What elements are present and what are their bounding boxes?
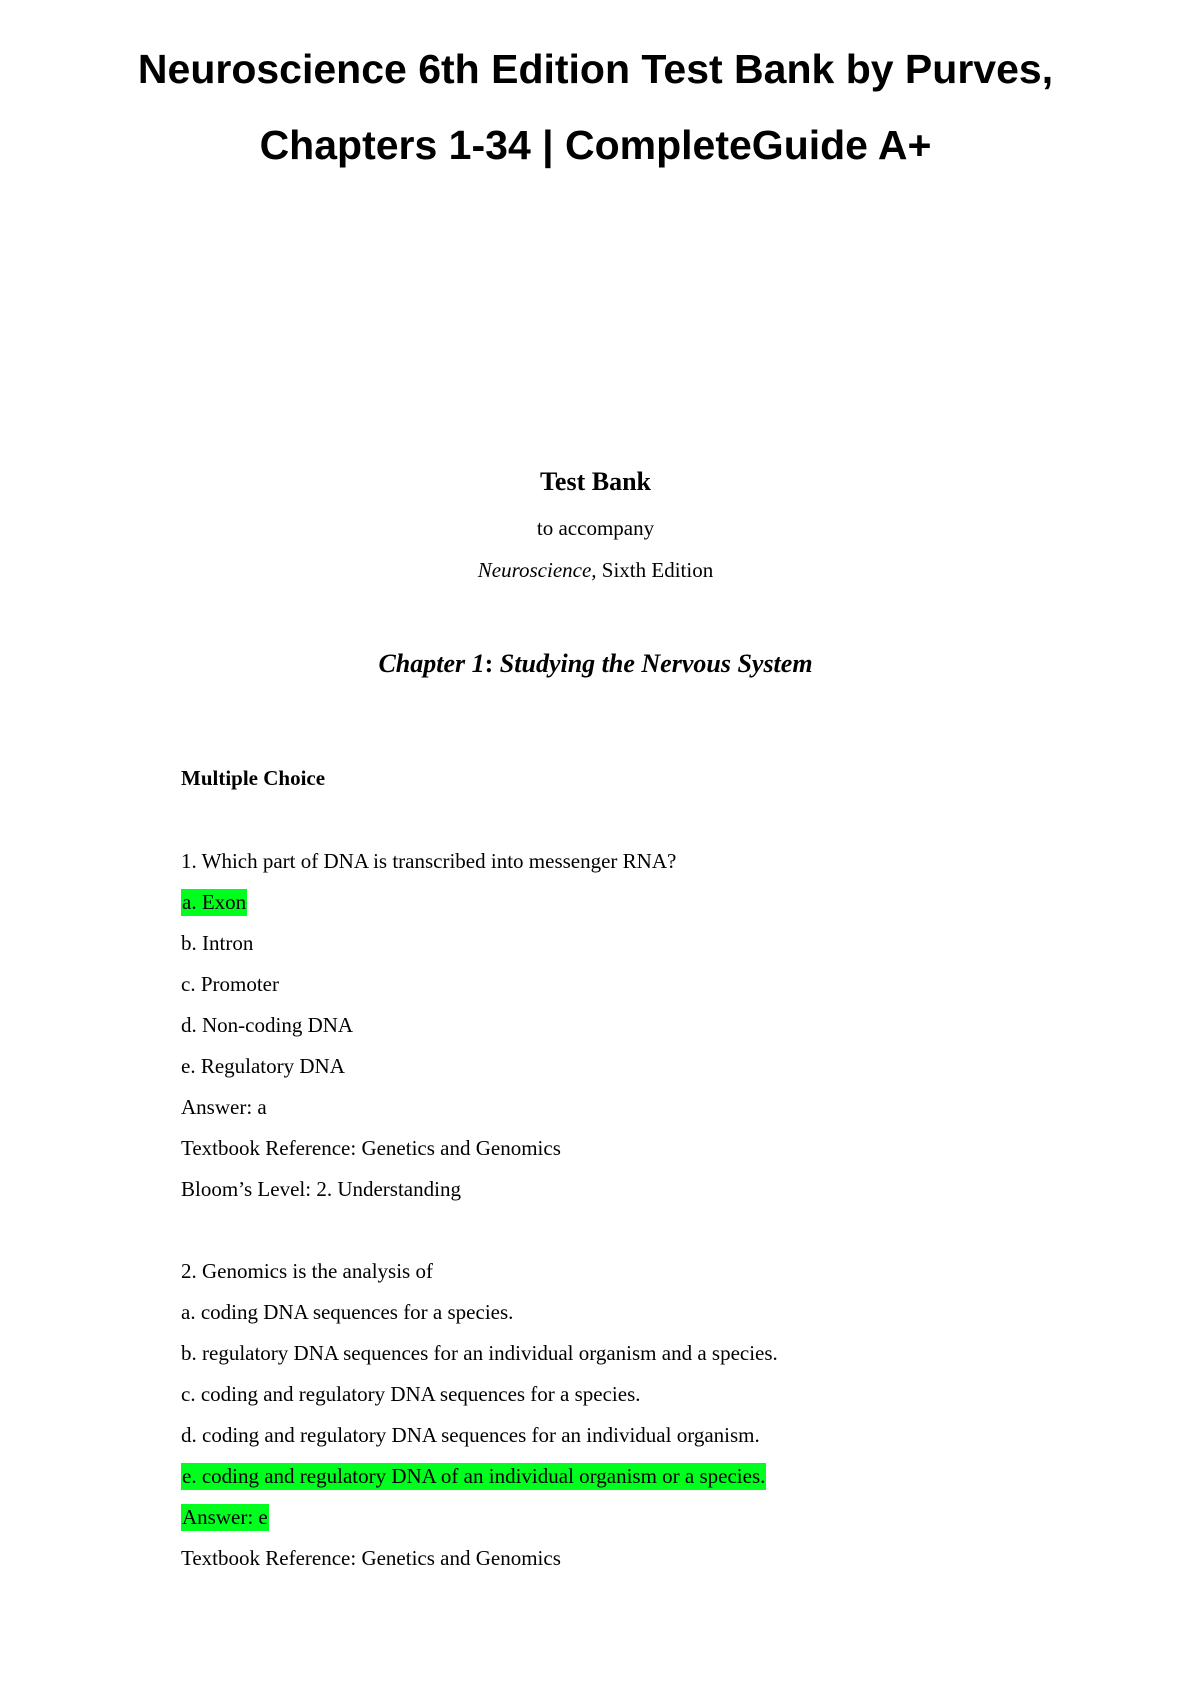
chapter-heading <box>0 648 1191 680</box>
chapter-name: Studying the Nervous System <box>493 649 813 678</box>
question-2-option-c: c. coding and regulatory DNA sequences for a species. <box>181 1382 641 1406</box>
book-title-line <box>0 557 1191 583</box>
question-1-option-b: b. Intron <box>181 931 254 955</box>
correct-answer-highlight: a. Exon <box>182 890 247 914</box>
question-2-option-b: b. regulatory DNA sequences for an individual organism and a species. <box>181 1341 778 1365</box>
question-2-stem: 2. Genomics is the analysis of <box>181 1259 433 1283</box>
document-title-line-2: Chapters 1-34 | CompleteGuide A+ <box>259 122 932 168</box>
answer-highlight: Answer: e <box>182 1505 268 1529</box>
question-2-option-e <box>181 1463 766 1489</box>
book-title: Neuroscience, <box>477 558 597 582</box>
document-title-line-1: Neuroscience 6th Edition Test Bank by Purves, <box>137 46 1054 92</box>
question-1-option-d: d. Non-coding DNA <box>181 1013 354 1037</box>
correct-answer-highlight: e. coding and regulatory DNA of an individual organism or a species. <box>182 1464 766 1488</box>
question-2-option-a: a. coding DNA sequences for a species. <box>181 1300 514 1324</box>
chapter-number: Chapter 1 <box>378 649 485 678</box>
question-1-stem: 1. Which part of DNA is transcribed into messenger RNA? <box>181 849 677 873</box>
question-1-reference: Textbook Reference: Genetics and Genomics <box>181 1136 561 1160</box>
test-bank-subtitle: to accompany <box>536 516 655 540</box>
question-1-option-a <box>181 889 247 915</box>
question-2-reference: Textbook Reference: Genetics and Genomics <box>181 1546 561 1570</box>
test-bank-title: Test Bank <box>539 467 652 496</box>
question-1-option-c: c. Promoter <box>181 972 279 996</box>
question-1-option-e: e. Regulatory DNA <box>181 1054 345 1078</box>
question-2-option-d: d. coding and regulatory DNA sequences for an individual organism. <box>181 1423 760 1447</box>
question-1-bloom-level: Bloom’s Level: 2. Understanding <box>181 1177 461 1201</box>
section-heading: Multiple Choice <box>181 766 326 790</box>
question-2-answer <box>181 1504 269 1530</box>
book-edition: Sixth Edition <box>596 558 714 582</box>
question-1-answer: Answer: a <box>181 1095 267 1119</box>
chapter-colon: : <box>484 649 494 678</box>
